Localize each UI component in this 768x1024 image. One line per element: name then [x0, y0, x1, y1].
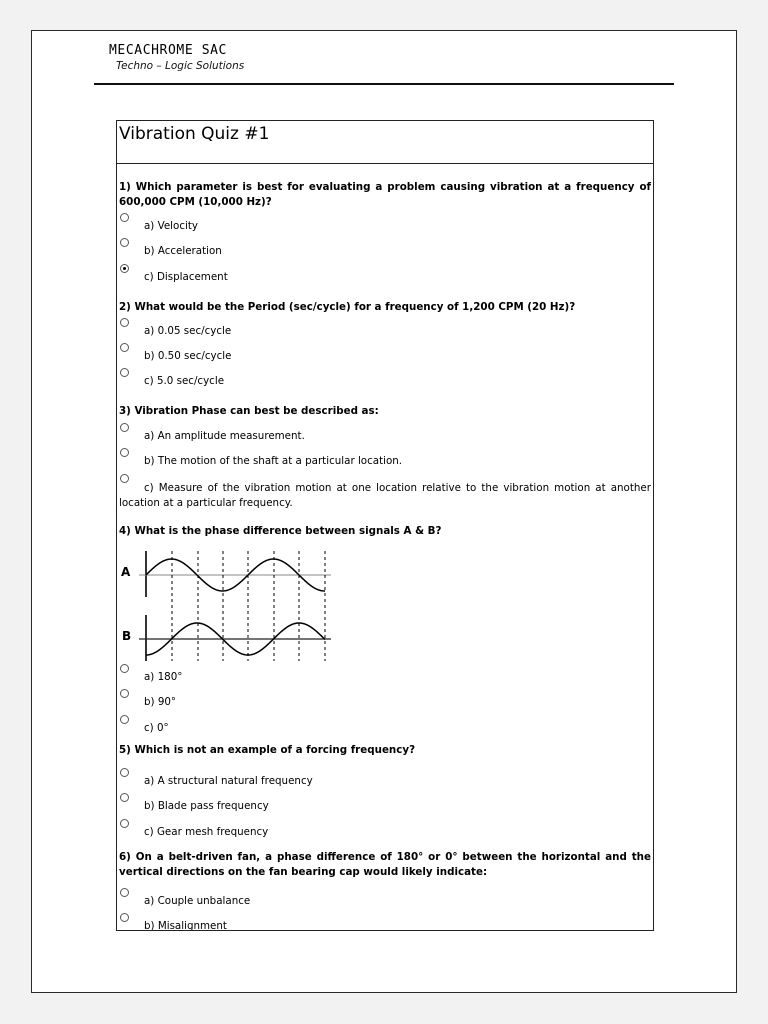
radio-button-icon[interactable]: [120, 768, 129, 777]
phase-guide-lines: [172, 551, 325, 661]
q1-option-b[interactable]: [117, 238, 651, 256]
radio-button-icon[interactable]: [120, 664, 129, 673]
question-3-text: 3) Vibration Phase can best be described as:: [119, 405, 379, 417]
q2-option-b[interactable]: [117, 343, 651, 361]
question-1-text: 1) Which parameter is best for evaluating a problem causing vibration at a frequency of 600,000 CPM (10,000 Hz)?: [119, 181, 651, 208]
radio-button-icon[interactable]: [120, 689, 129, 698]
radio-button-icon[interactable]: [120, 213, 129, 222]
q3-option-a[interactable]: [117, 423, 651, 441]
q4-option-a[interactable]: [117, 664, 651, 682]
company-tagline: Techno – Logic Solutions: [116, 60, 245, 72]
option-label: b) The motion of the shaft at a particular location.: [144, 455, 403, 467]
header-divider: [94, 83, 674, 85]
option-label: b) Acceleration: [144, 245, 222, 257]
radio-button-icon[interactable]: [120, 819, 129, 828]
document-page: [31, 30, 737, 993]
radio-button-icon[interactable]: [120, 368, 129, 377]
question-2-text: 2) What would be the Period (sec/cycle) for a frequency of 1,200 CPM (20 Hz)?: [119, 301, 576, 313]
option-label: c) 0°: [144, 722, 169, 734]
option-label: b) 0.50 sec/cycle: [144, 350, 232, 362]
quiz-title: Vibration Quiz #1: [119, 124, 270, 144]
q1-option-a[interactable]: [117, 213, 651, 231]
q5-option-b[interactable]: [117, 793, 651, 811]
question-5-text: 5) Which is not an example of a forcing frequency?: [119, 744, 416, 756]
option-label: c) Gear mesh frequency: [144, 826, 269, 838]
signal-a-label: A: [121, 565, 131, 579]
q2-option-c[interactable]: [117, 368, 651, 386]
q3-option-b[interactable]: [117, 448, 651, 466]
quiz-container: [116, 120, 654, 931]
option-label: a) Couple unbalance: [144, 895, 251, 907]
q6-option-b[interactable]: [117, 913, 651, 931]
q4-option-c[interactable]: [117, 715, 651, 733]
option-label: a) A structural natural frequency: [144, 775, 313, 787]
radio-button-icon[interactable]: [120, 793, 129, 802]
q6-option-a[interactable]: [117, 888, 651, 906]
option-label: b) 90°: [144, 696, 177, 708]
radio-button-icon[interactable]: [120, 913, 129, 922]
option-label: a) Velocity: [144, 220, 198, 232]
option-label: a) An amplitude measurement.: [144, 430, 305, 442]
q5-option-a[interactable]: [117, 768, 651, 786]
radio-button-icon[interactable]: [120, 423, 129, 432]
radio-button-icon[interactable]: [120, 343, 129, 352]
option-label: c) Measure of the vibration motion at one location relative to the vibration motion at another location at a particular frequency.: [119, 482, 651, 509]
q5-option-c[interactable]: [117, 819, 651, 837]
question-4-text: 4) What is the phase difference between signals A & B?: [119, 525, 442, 537]
phase-signals-diagram: [121, 541, 341, 663]
radio-button-icon[interactable]: [120, 448, 129, 457]
q3-option-c[interactable]: [117, 474, 651, 509]
title-divider: [117, 163, 653, 164]
radio-button-selected-icon[interactable]: [120, 264, 129, 273]
question-6-text: 6) On a belt-driven fan, a phase difference of 180° or 0° between the horizontal and the vertical directions on the fan bearing cap would likely indicate:: [119, 851, 651, 878]
company-name: MECACHROME SAC: [109, 43, 227, 58]
signal-b-label: B: [122, 629, 132, 643]
radio-button-icon[interactable]: [120, 715, 129, 724]
q1-option-c[interactable]: [117, 264, 651, 282]
option-label: c) Displacement: [144, 271, 228, 283]
radio-button-icon[interactable]: [120, 318, 129, 327]
option-label: c) 5.0 sec/cycle: [144, 375, 225, 387]
radio-button-icon[interactable]: [120, 238, 129, 247]
radio-button-icon[interactable]: [120, 888, 129, 897]
q4-option-b[interactable]: [117, 689, 651, 707]
option-label: a) 180°: [144, 671, 183, 683]
option-label: b) Blade pass frequency: [144, 800, 269, 812]
option-label: a) 0.05 sec/cycle: [144, 325, 232, 337]
option-label: b) Misalignment: [144, 920, 227, 931]
q2-option-a[interactable]: [117, 318, 651, 336]
